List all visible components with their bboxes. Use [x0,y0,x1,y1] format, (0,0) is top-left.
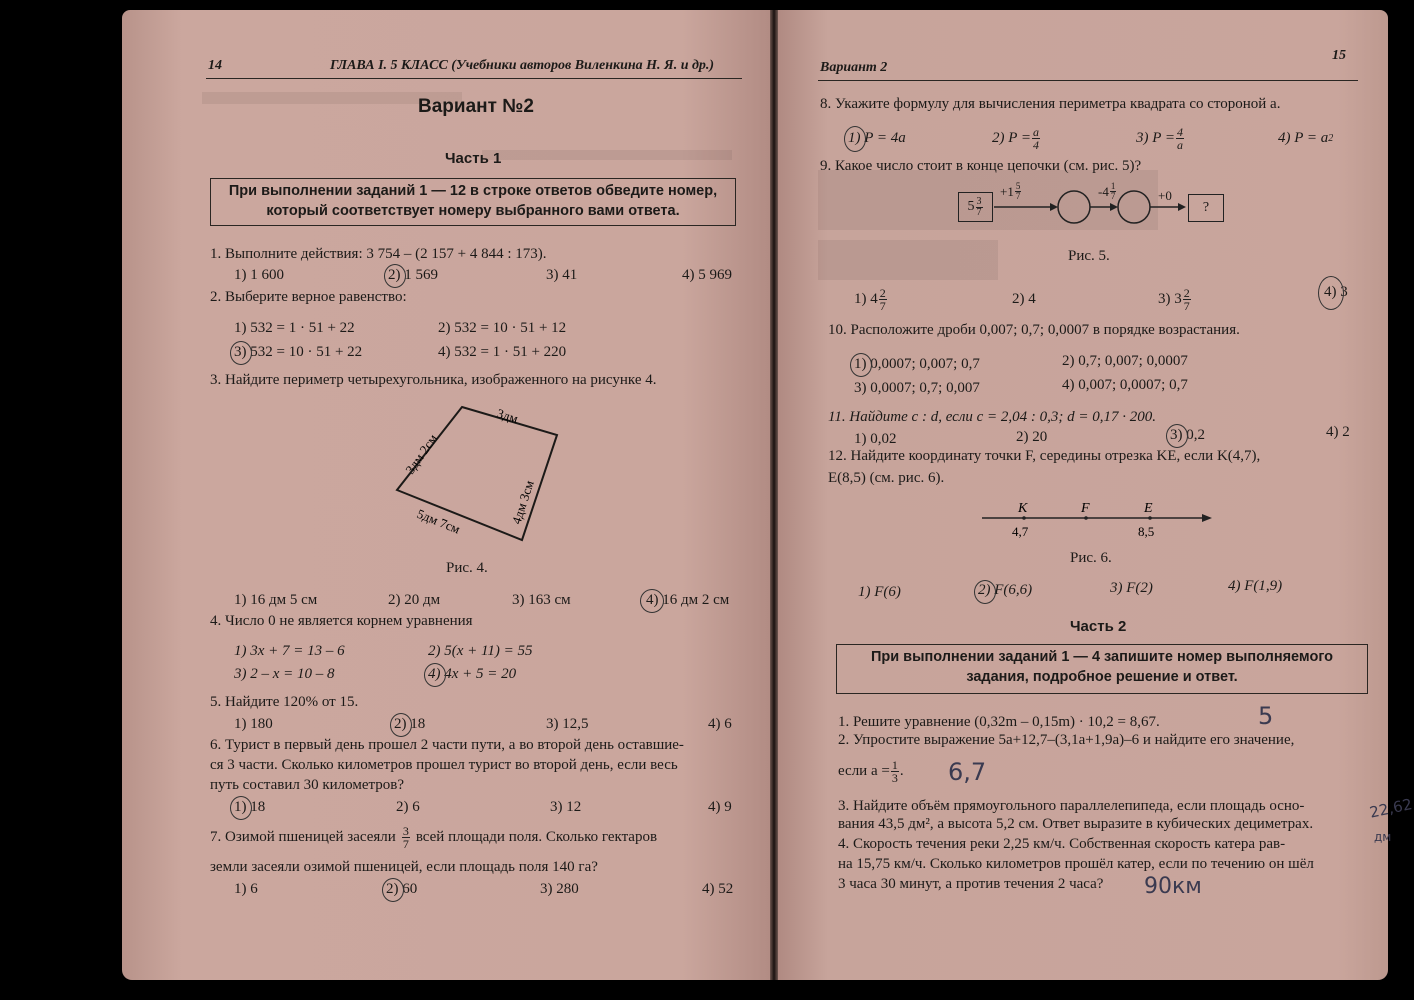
q5-option-2[interactable]: 2) 18 [394,716,426,732]
q3-option-1[interactable]: 1) 16 дм 5 см [234,592,318,608]
part-2-title: Часть 2 [1070,618,1127,635]
q5-option-3[interactable]: 3) 12,5 [546,716,589,732]
q8-option-4-text: 4) P = a [1278,129,1329,146]
p2-fraction [891,759,899,784]
q11-option-4[interactable]: 4) 2 [1326,424,1350,440]
q1-option-2[interactable]: 2) 1 569 [388,267,438,283]
frac-num: 2 [1183,285,1190,300]
instruction-box-part1 [210,178,736,226]
q6-option-2[interactable]: 2) 6 [396,799,420,815]
point-e-value: 8,5 [1138,524,1155,539]
question-2-text: 2. Выберите верное равенство: [210,289,407,305]
q3-option-3[interactable]: 3) 163 см [512,592,571,608]
q7-option-3[interactable]: 3) 280 [540,881,579,897]
q7-option-4[interactable]: 4) 52 [702,881,734,897]
side-label-bottom: 5дм 7см [414,505,463,537]
handwritten-answer-3: 22,62 [1368,795,1414,822]
frac-den: 7 [1015,191,1021,201]
q4-option-1[interactable]: 1) 3x + 7 = 13 – 6 [234,643,345,659]
part2-problem-2-line-1: 2. Упростите выражение 5a+12,7–(3,1a+1,9a)–6 и найдите его значение, [838,732,1295,748]
chain-end-box: ? [1188,194,1224,222]
part2-problem-3-line-2: вания 43,5 дм², а высота 5,2 см. Ответ выразите в кубических дециметрах. [838,816,1314,832]
question-5-text: 5. Найдите 120% от 15. [210,694,359,710]
q3-option-4[interactable]: 4) 16 дм 2 см [646,592,730,608]
instruction-line-2: который соответствует номеру выбранного вами ответа. [266,203,680,219]
q8-option-1-text: 1) P = 4a [848,129,906,146]
q8-option-3-fraction [1176,126,1184,151]
chain-start-whole: 5 [967,199,975,214]
book-spine-gutter [770,10,778,980]
q8-option-2-text: 2) P = [992,129,1032,146]
q3-option-2[interactable]: 2) 20 дм [388,592,441,608]
q6-option-4[interactable]: 4) 9 [708,799,732,815]
point-k-label: K [1018,501,1028,516]
question-7-line-2: земли засеяли озимой пшеницей, если площадь поля 140 га? [210,859,598,875]
q8-option-4[interactable] [1278,120,1333,156]
q6-option-3[interactable]: 3) 12 [550,799,582,815]
point-f-label: F [1081,501,1090,516]
answer-circle [640,589,664,613]
chain-op-1 [1000,182,1022,201]
instruction-box-part2 [836,644,1368,694]
frac-den: 4 [1033,137,1040,152]
part2-problem-4-line-1: 4. Скорость течения реки 2,25 км/ч. Собственная скорость катера рав- [838,836,1286,852]
question-9-text: 9. Какое число стоит в конце цепочки (см. рис. 5)? [820,158,1142,174]
q10-option-3[interactable]: 3) 0,0007; 0,7; 0,007 [854,380,980,396]
answer-circle [1318,276,1344,310]
side-label-left: 3дм 2см [402,431,441,477]
q4-option-4[interactable]: 4) 4x + 5 = 20 [428,666,517,682]
frac-num: 1 [891,757,898,772]
question-10-text: 10. Расположите дроби 0,007; 0,7; 0,0007 в порядке возрастания. [828,322,1240,338]
q7-text-pre: 7. Озимой пшеницей засеяли [210,828,396,845]
q5-option-1[interactable]: 1) 180 [234,716,273,732]
side-label-right: 4дм 3см [508,478,537,526]
frac-den: 7 [879,298,886,313]
q2-option-2[interactable]: 2) 532 = 10 · 51 + 12 [438,320,567,336]
q7-fraction [402,825,410,850]
handwritten-answer-3-unit: дм [1374,830,1392,844]
q8-option-3[interactable] [1136,120,1185,156]
chain-op-2-fraction [1110,182,1117,201]
frac-den: a [1177,137,1184,152]
frac-num: 3 [976,195,982,207]
figure-4-caption: Рис. 4. [446,560,488,576]
q7-frac-num: 3 [402,823,409,838]
left-page [122,10,770,980]
q9-option-4[interactable]: 4) 3 [1324,284,1348,300]
question-4-text: 4. Число 0 не является корнем уравнения [210,613,473,629]
answer-circle [382,878,404,902]
q10-option-2[interactable]: 2) 0,7; 0,007; 0,0007 [1062,353,1188,369]
q2-option-1[interactable]: 1) 532 = 1 · 51 + 22 [234,320,355,336]
q8-option-2[interactable] [992,120,1041,156]
q8-option-4-exponent: 2 [1328,132,1334,144]
answer-circle [384,264,406,288]
q9-option-3-fraction [1183,287,1191,312]
figure-5-caption: Рис. 5. [1068,248,1110,264]
frac-den: 7 [976,206,982,218]
frac-den: 3 [891,770,898,785]
q9-option-2[interactable]: 2) 4 [1012,291,1036,307]
q10-option-1[interactable]: 1) 0,0007; 0,007; 0,7 [854,356,980,372]
number-line-figure [978,496,1218,542]
answer-circle [230,796,252,820]
q7-frac-den: 7 [402,836,409,851]
q11-option-2[interactable]: 2) 20 [1016,429,1048,445]
part2-problem-4-line-3: 3 часа 30 минут, а против течения 2 часа? [838,876,1104,892]
chain-op-1-fraction [1015,182,1022,201]
q7-text-post: всей площади поля. Сколько гектаров [415,828,658,845]
q8-option-3-text: 3) P = [1136,129,1176,146]
page-number-right: 15 [1332,48,1346,63]
question-6-line-1: 6. Турист в первый день прошел 2 части пути, а во второй день оставшие- [210,737,684,753]
q11-option-3[interactable]: 3) 0,2 [1170,427,1205,443]
handwritten-answer-2: 6,7 [948,758,987,786]
part2-problem-4-line-2: на 15,75 км/ч. Сколько километров прошёл катер, если по течению он шёл [838,856,1314,872]
q9-option-1[interactable] [854,282,888,316]
q6-option-1[interactable]: 1) 18 [234,799,266,815]
instruction2-line-2: задания, подробное решение и ответ. [966,669,1238,685]
frac-num: 5 [1015,181,1021,191]
q12-option-3[interactable]: 3) F(2) [1110,580,1153,596]
q9-option-3[interactable] [1158,282,1192,316]
frac-num: 4 [1177,124,1184,139]
question-7-line-1 [210,820,657,854]
q2-option-3[interactable]: 3) 532 = 10 · 51 + 22 [234,344,363,360]
quadrilateral-figure [382,395,582,550]
side-label-top: 3дм [495,405,520,427]
q9-option-3-text: 3) 3 [1158,290,1182,307]
part-1-title: Часть 1 [445,150,502,167]
q4-option-3[interactable]: 3) 2 – x = 10 – 8 [234,666,335,682]
q5-option-4[interactable]: 4) 6 [708,716,732,732]
answer-circle [1166,424,1188,448]
q11-option-1[interactable]: 1) 0,02 [854,431,897,447]
q7-option-2[interactable]: 2) 60 [386,881,418,897]
question-12-line-2: E(8,5) (см. рис. 6). [828,470,945,486]
part2-problem-3-line-1: 3. Найдите объём прямоугольного параллелепипеда, если площадь осно- [838,798,1305,814]
question-6-line-3: путь составил 30 километров? [210,777,404,793]
frac-den: 7 [1183,298,1190,313]
question-8-text: 8. Укажите формулу для вычисления периметра квадрата со стороной a. [820,96,1281,112]
q1-option-4[interactable]: 4) 5 969 [682,267,732,283]
chain-op-1-whole: +1 [1000,183,1014,199]
q12-option-4[interactable]: 4) F(1,9) [1228,578,1283,594]
answer-circle [974,580,996,604]
question-1-text: 1. Выполните действия: 3 754 – (2 157 + 4 844 : 173). [210,246,547,262]
q1-option-3[interactable]: 3) 41 [546,267,578,283]
q4-option-2[interactable]: 2) 5(x + 11) = 55 [428,643,533,659]
instruction2-line-1: При выполнении заданий 1 — 4 запишите номер выполняемого [870,649,1334,665]
frac-den: 7 [1110,191,1116,201]
frac-num: 2 [879,285,886,300]
frac-num: 1 [1110,181,1116,191]
question-12-line-1: 12. Найдите координату точки F, середины отрезка KE, если K(4,7), [828,448,1261,464]
q2-option-4[interactable]: 4) 532 = 1 · 51 + 220 [438,344,567,360]
chain-figure [958,181,1258,232]
q9-option-1-fraction [879,287,887,312]
figure-6-caption: Рис. 6. [1070,550,1112,566]
handwritten-answer-1: 5 [1258,702,1274,730]
question-11-text: 11. Найдите c : d, если c = 2,04 : 0,3; d = 0,17 · 200. [828,409,1157,425]
q10-option-4[interactable]: 4) 0,007; 0,0007; 0,7 [1062,377,1188,393]
handwritten-answer-4: 90км [1144,874,1202,899]
frac-num: a [1033,124,1040,139]
point-k-value: 4,7 [1012,524,1029,539]
q12-option-2[interactable]: 2) F(6,6) [978,582,1033,598]
chain-op-3: +0 [1158,188,1172,203]
q1-option-1[interactable]: 1) 1 600 [234,267,284,283]
q8-option-2-fraction [1032,126,1040,151]
variant-title: Вариант №2 [418,96,534,117]
point-e-label: E [1144,501,1153,516]
running-head-left: ГЛАВА I. 5 КЛАСС (Учебники авторов Виленкина Н. Я. и др.) [330,58,715,73]
q9-option-1-text: 1) 4 [854,290,878,307]
chain-op-2 [1098,182,1117,201]
page-number-left: 14 [208,58,222,73]
answer-circle [844,126,866,152]
answer-circle [424,663,446,687]
p2-text-pre: если a = [838,762,890,779]
right-page [778,10,1414,980]
answer-circle [230,341,252,365]
answer-circle [850,353,872,377]
question-3-text: 3. Найдите периметр четырехугольника, изображенного на рисунке 4. [210,372,657,388]
q12-option-1[interactable]: 1) F(6) [858,584,901,600]
running-head-right: Вариант 2 [820,60,888,75]
part2-problem-1: 1. Решите уравнение (0,32m – 0,15m) · 10,2 = 8,67. [838,714,1160,730]
instruction-line-1: При выполнении заданий 1 — 12 в строке ответов обведите номер, [228,183,718,199]
q7-option-1[interactable]: 1) 6 [234,881,258,897]
chain-op-2-whole: -4 [1098,183,1109,199]
question-6-line-2: ся 3 части. Сколько километров прошел турист во второй день, если весь [210,757,678,773]
part2-problem-2-line-2: если a = $\frac{1}{3}$ . [838,757,904,785]
answer-circle [390,713,412,737]
